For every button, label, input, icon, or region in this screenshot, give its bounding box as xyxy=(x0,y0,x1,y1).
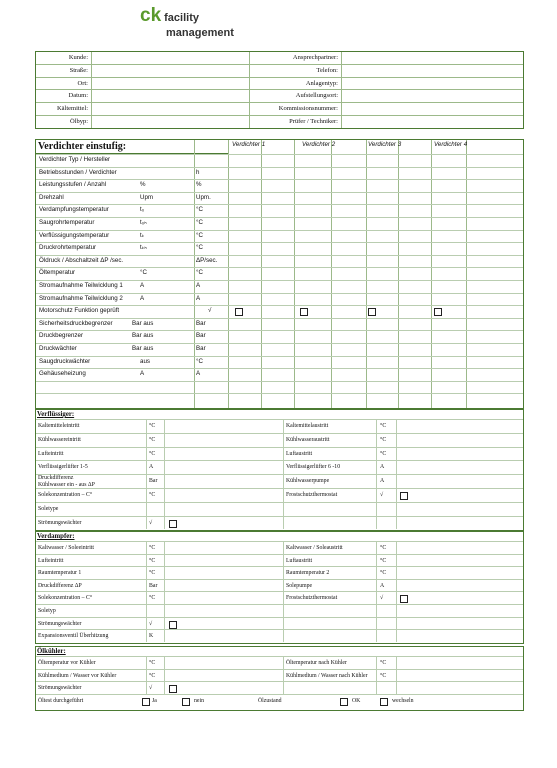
compressor-row-unit: Bar aus xyxy=(132,345,154,352)
header-right-field[interactable] xyxy=(342,52,523,64)
row-left-label: Lufteintritt xyxy=(38,450,64,457)
row-left-label-2: Kühlwasser ein - aus ΔP xyxy=(38,482,95,489)
row-right-unit: °C xyxy=(380,557,387,564)
row-left-label: Soletyp xyxy=(38,607,56,614)
evaporator-section xyxy=(35,531,524,644)
compressor-row-label: Drehzahl xyxy=(39,193,64,201)
header-right-field[interactable] xyxy=(342,90,523,102)
compressor-row-unit2: h xyxy=(196,168,200,176)
row-left-unit: Bar xyxy=(149,582,158,589)
row-right-label: Frostschutzthermostat xyxy=(286,491,338,498)
row-left-unit: °C xyxy=(149,660,156,666)
oil-test-yes-checkbox[interactable] xyxy=(142,698,150,706)
compressor-row-unit2: Bar xyxy=(196,332,206,340)
compressor-row-label: Druckrohrtemperatur xyxy=(39,244,97,252)
row-left-label: Solekonzentration – C° xyxy=(38,595,93,602)
compressor-row-label: Verdampfungstemperatur xyxy=(39,206,109,214)
compressor-row-label: Stromaufnahme Teilwicklung 1 xyxy=(39,282,123,289)
motor-protection-checkbox[interactable] xyxy=(368,308,376,316)
oil-test-no-label: nein xyxy=(194,697,204,704)
section-row xyxy=(36,460,523,474)
row-left-unit: °C xyxy=(149,450,156,457)
compressor-column-header: Verdichter 3 xyxy=(368,141,402,148)
row-right-unit: °C xyxy=(380,545,387,551)
compressor-row-unit: Upm xyxy=(140,193,154,201)
row-left-unit: °C xyxy=(149,545,156,551)
row-left-label: Soletype xyxy=(38,505,59,512)
compressor-row-unit2: Bar xyxy=(196,345,206,352)
row-left-unit: °C xyxy=(149,491,156,498)
section-row xyxy=(36,488,523,502)
compressor-column-header: Verdichter 1 xyxy=(232,141,266,148)
row-right-unit: √ xyxy=(380,491,384,498)
row-left-label: Verflüssigerlüfter 1-5 xyxy=(38,464,88,471)
frost-thermostat-checkbox[interactable] xyxy=(400,595,408,603)
section-row xyxy=(36,541,523,554)
row-left-label: Öltemperatur vor Kühler xyxy=(38,660,96,666)
compressor-row-unit: A xyxy=(140,282,145,289)
compressor-row-label: Öldruck / Abschaltzeit ΔP /sec. xyxy=(39,256,124,264)
compressor-row-unit: °C xyxy=(140,269,147,277)
compressor-row-unit: A xyxy=(140,370,145,378)
condenser-section xyxy=(35,409,524,531)
row-right-label: Öltemperatur nach Kühler xyxy=(286,660,347,666)
row-left-label: Druckdifferenz ΔP xyxy=(38,582,82,589)
compressor-row-unit2: % xyxy=(196,181,202,189)
row-right-label: Kühlwasseraustritt xyxy=(286,436,330,443)
compressor-row-label: Öltemperatur xyxy=(39,269,76,277)
oil-cooler-section xyxy=(35,646,524,711)
header-left-field[interactable] xyxy=(92,78,250,90)
row-left-unit: °C xyxy=(149,423,156,429)
header-row xyxy=(36,103,523,116)
header-right-label: Ansprechpartner: xyxy=(250,52,342,64)
compressor-row-unit: t₀ xyxy=(140,206,145,214)
compressor-row-unit2: Bar xyxy=(196,319,206,327)
flow-switch-checkbox[interactable] xyxy=(169,621,177,629)
row-left-unit: °C xyxy=(149,672,156,679)
row-right-unit: °C xyxy=(380,423,387,429)
header-right-label: Prüfer / Techniker: xyxy=(250,116,342,128)
header-right-label: Anlagentyp: xyxy=(250,78,342,90)
header-right-field[interactable] xyxy=(342,65,523,77)
motor-protection-checkbox[interactable] xyxy=(235,308,243,316)
row-right-unit: °C xyxy=(380,660,387,666)
compressor-row-unit2: °C xyxy=(196,219,203,226)
oil-test-no-checkbox[interactable] xyxy=(182,698,190,706)
compressor-row-unit: A xyxy=(140,294,145,302)
row-left-unit: A xyxy=(149,464,154,471)
row-right-label: Luftaustritt xyxy=(286,450,313,457)
row-left-label: Solekonzentration – C° xyxy=(38,491,93,498)
header-left-label: Ort: xyxy=(36,78,92,90)
row-left-unit: Bar xyxy=(149,478,158,485)
flow-switch-checkbox[interactable] xyxy=(169,685,177,693)
row-left-label: Kühlmedium / Wasser vor Kühler xyxy=(38,672,117,679)
compressor-row-label: Druckbegrenzer xyxy=(39,332,84,340)
compressor-row-label: Gehäuseheizung xyxy=(39,370,86,378)
row-left-label: Strömungswächter xyxy=(38,620,82,627)
logo-ck: ck xyxy=(140,5,162,26)
row-left-unit: K xyxy=(149,633,154,640)
section-row xyxy=(36,604,523,617)
compressor-row-label: Sicherheitsdruckbegrenzer xyxy=(39,319,113,327)
oil-test-label: Öltest durchgeführt xyxy=(38,697,84,704)
compressor-title: Verdichter einstufig: xyxy=(38,141,127,152)
section-row xyxy=(36,516,523,530)
logo-management: management xyxy=(166,27,234,39)
compressor-row-unit2: A xyxy=(196,294,201,302)
customer-header-table xyxy=(35,51,524,129)
row-left-label: Lufteintritt xyxy=(38,557,64,564)
row-right-label: Kühlwasserpumpe xyxy=(286,478,330,485)
flow-switch-checkbox[interactable] xyxy=(169,520,177,528)
header-row xyxy=(36,78,523,91)
compressor-row-label: Verdichter Typ / Hersteller xyxy=(39,156,111,163)
header-left-field[interactable] xyxy=(92,52,250,64)
section-row xyxy=(36,419,523,433)
compressor-row-label: Saugrohrtemperatur xyxy=(39,219,95,226)
row-right-unit: A xyxy=(380,582,385,589)
frost-thermostat-checkbox[interactable] xyxy=(400,492,408,500)
row-right-label: Raumtemperatur 2 xyxy=(286,570,330,577)
row-right-label: Kaltwasser / Soleaustritt xyxy=(286,545,343,551)
compressor-row-unit: tₖₕ xyxy=(140,244,147,252)
section-row xyxy=(36,447,523,461)
oil-ok-label: OK xyxy=(352,697,361,704)
compressor-row-label: Verflüssigungstemperatur xyxy=(39,231,110,239)
row-left-label: Raumtemperatur 1 xyxy=(38,570,82,577)
compressor-row-unit2: A xyxy=(196,282,201,289)
section-row xyxy=(36,579,523,592)
compressor-row-unit2: A xyxy=(196,370,201,378)
compressor-row-label: Motorschutz Funktion geprüft xyxy=(39,307,120,315)
logo-facility: facility xyxy=(164,12,199,24)
header-left-field[interactable] xyxy=(92,90,250,102)
header-left-field[interactable] xyxy=(92,116,250,128)
row-right-label: Verflüssigerlüfter 6 -10 xyxy=(286,464,341,471)
oil-ok-checkbox[interactable] xyxy=(340,698,348,706)
row-right-label: Solepumpe xyxy=(286,582,313,589)
row-left-unit: °C xyxy=(149,595,156,602)
compressor-row-unit2: °C xyxy=(196,244,203,252)
row-right-unit: °C xyxy=(380,570,387,577)
header-right-field[interactable] xyxy=(342,103,523,115)
oil-change-label: wechseln xyxy=(392,697,414,704)
row-left-label: Strömungswächter xyxy=(38,685,82,692)
compressor-row-unit: t₀ₕ xyxy=(140,219,147,226)
row-left-unit: √ xyxy=(149,685,153,692)
row-left-unit: °C xyxy=(149,557,156,564)
header-row xyxy=(36,116,523,128)
compressor-row-unit: tₖ xyxy=(140,231,145,239)
row-left-unit: °C xyxy=(149,570,156,577)
header-left-field[interactable] xyxy=(92,103,250,115)
section-row xyxy=(36,681,523,694)
row-right-label: Kühlmedium / Wasser nach Kühler xyxy=(286,672,368,679)
row-right-label: Kaltemittelaustritt xyxy=(286,423,329,429)
row-left-label: Kühlwassereintritt xyxy=(38,436,81,443)
row-right-unit: √ xyxy=(380,595,384,602)
company-logo xyxy=(140,5,234,40)
compressor-row-unit2: ΔP/sec. xyxy=(196,256,218,264)
compressor-row-label: Stromaufnahme Teilwicklung 2 xyxy=(39,294,123,302)
oil-change-checkbox[interactable] xyxy=(380,698,388,706)
header-right-field[interactable] xyxy=(342,78,523,90)
compressor-row-label: Saugdruckwächter xyxy=(39,357,91,365)
header-left-label: Datum: xyxy=(36,90,92,102)
header-right-label: Aufstellungsort: xyxy=(250,90,342,102)
oil-condition-label: Ölzustand xyxy=(258,697,282,704)
compressor-row-label: Leistungsstufen / Anzahl xyxy=(39,181,107,189)
row-left-label: Druckdifferenz xyxy=(38,475,74,482)
section-row xyxy=(36,502,523,516)
compressor-row-unit2: √ xyxy=(208,307,212,315)
compressor-table xyxy=(35,139,524,409)
compressor-row-unit: aus xyxy=(140,357,150,365)
row-left-unit: √ xyxy=(149,620,153,627)
compressor-row-unit: % xyxy=(140,181,146,189)
compressor-row-label: Betriebsstunden / Verdichter xyxy=(39,168,117,176)
section-row xyxy=(36,566,523,579)
row-right-unit: °C xyxy=(380,436,387,443)
motor-protection-checkbox[interactable] xyxy=(300,308,308,316)
header-row xyxy=(36,65,523,78)
header-right-field[interactable] xyxy=(342,116,523,128)
header-row xyxy=(36,52,523,65)
row-right-unit: A xyxy=(380,478,385,485)
row-right-unit: A xyxy=(380,464,385,471)
row-left-unit: °C xyxy=(149,436,156,443)
oil-cooler-title: Ölkühler: xyxy=(37,648,66,655)
condenser-title: Verflüssiger: xyxy=(37,411,75,418)
header-right-label: Telefon: xyxy=(250,65,342,77)
row-right-label: Frostschutzthermostat xyxy=(286,595,338,602)
compressor-column-header: Verdichter 2 xyxy=(302,141,336,148)
section-row xyxy=(36,591,523,604)
row-left-unit: √ xyxy=(149,519,153,526)
section-row xyxy=(36,629,523,642)
section-row xyxy=(36,617,523,630)
section-row xyxy=(36,656,523,669)
section-row xyxy=(36,554,523,567)
header-left-label: Ölbyp: xyxy=(36,116,92,128)
section-row xyxy=(36,474,523,488)
header-left-label: Straße: xyxy=(36,65,92,77)
section-row xyxy=(36,433,523,447)
header-left-label: Kältemittel: xyxy=(36,103,92,115)
compressor-row-unit2: °C xyxy=(196,269,203,277)
compressor-row-unit: Bar aus xyxy=(132,332,154,340)
compressor-row-unit2: °C xyxy=(196,357,203,365)
row-left-label: Expansionsventil Überhitzung xyxy=(38,633,109,640)
row-left-label: Kaltemitteleintritt xyxy=(38,423,80,429)
oil-test-row xyxy=(36,694,523,707)
compressor-row-unit2: °C xyxy=(196,206,203,214)
compressor-row-unit: Bar aus xyxy=(132,319,154,327)
compressor-row-unit2: Upm. xyxy=(196,193,211,201)
oil-test-yes-label: Ja xyxy=(152,697,157,704)
row-right-unit: °C xyxy=(380,672,387,679)
section-row xyxy=(36,669,523,682)
row-right-label: Luftaustritt xyxy=(286,557,313,564)
header-left-field[interactable] xyxy=(92,65,250,77)
compressor-column-header: Verdichter 4 xyxy=(434,141,468,148)
row-left-label: Strömungswächter xyxy=(38,519,82,526)
header-row xyxy=(36,90,523,103)
header-left-label: Kunde: xyxy=(36,52,92,64)
compressor-row-unit2: °C xyxy=(196,231,203,239)
header-right-label: Kommissionsnummer: xyxy=(250,103,342,115)
compressor-row-label: Druckwächter xyxy=(39,345,77,352)
evaporator-title: Verdampfer: xyxy=(37,533,75,540)
row-right-unit: °C xyxy=(380,450,387,457)
row-left-label: Kaltwasser / Soleeintritt xyxy=(38,545,95,551)
motor-protection-checkbox[interactable] xyxy=(434,308,442,316)
